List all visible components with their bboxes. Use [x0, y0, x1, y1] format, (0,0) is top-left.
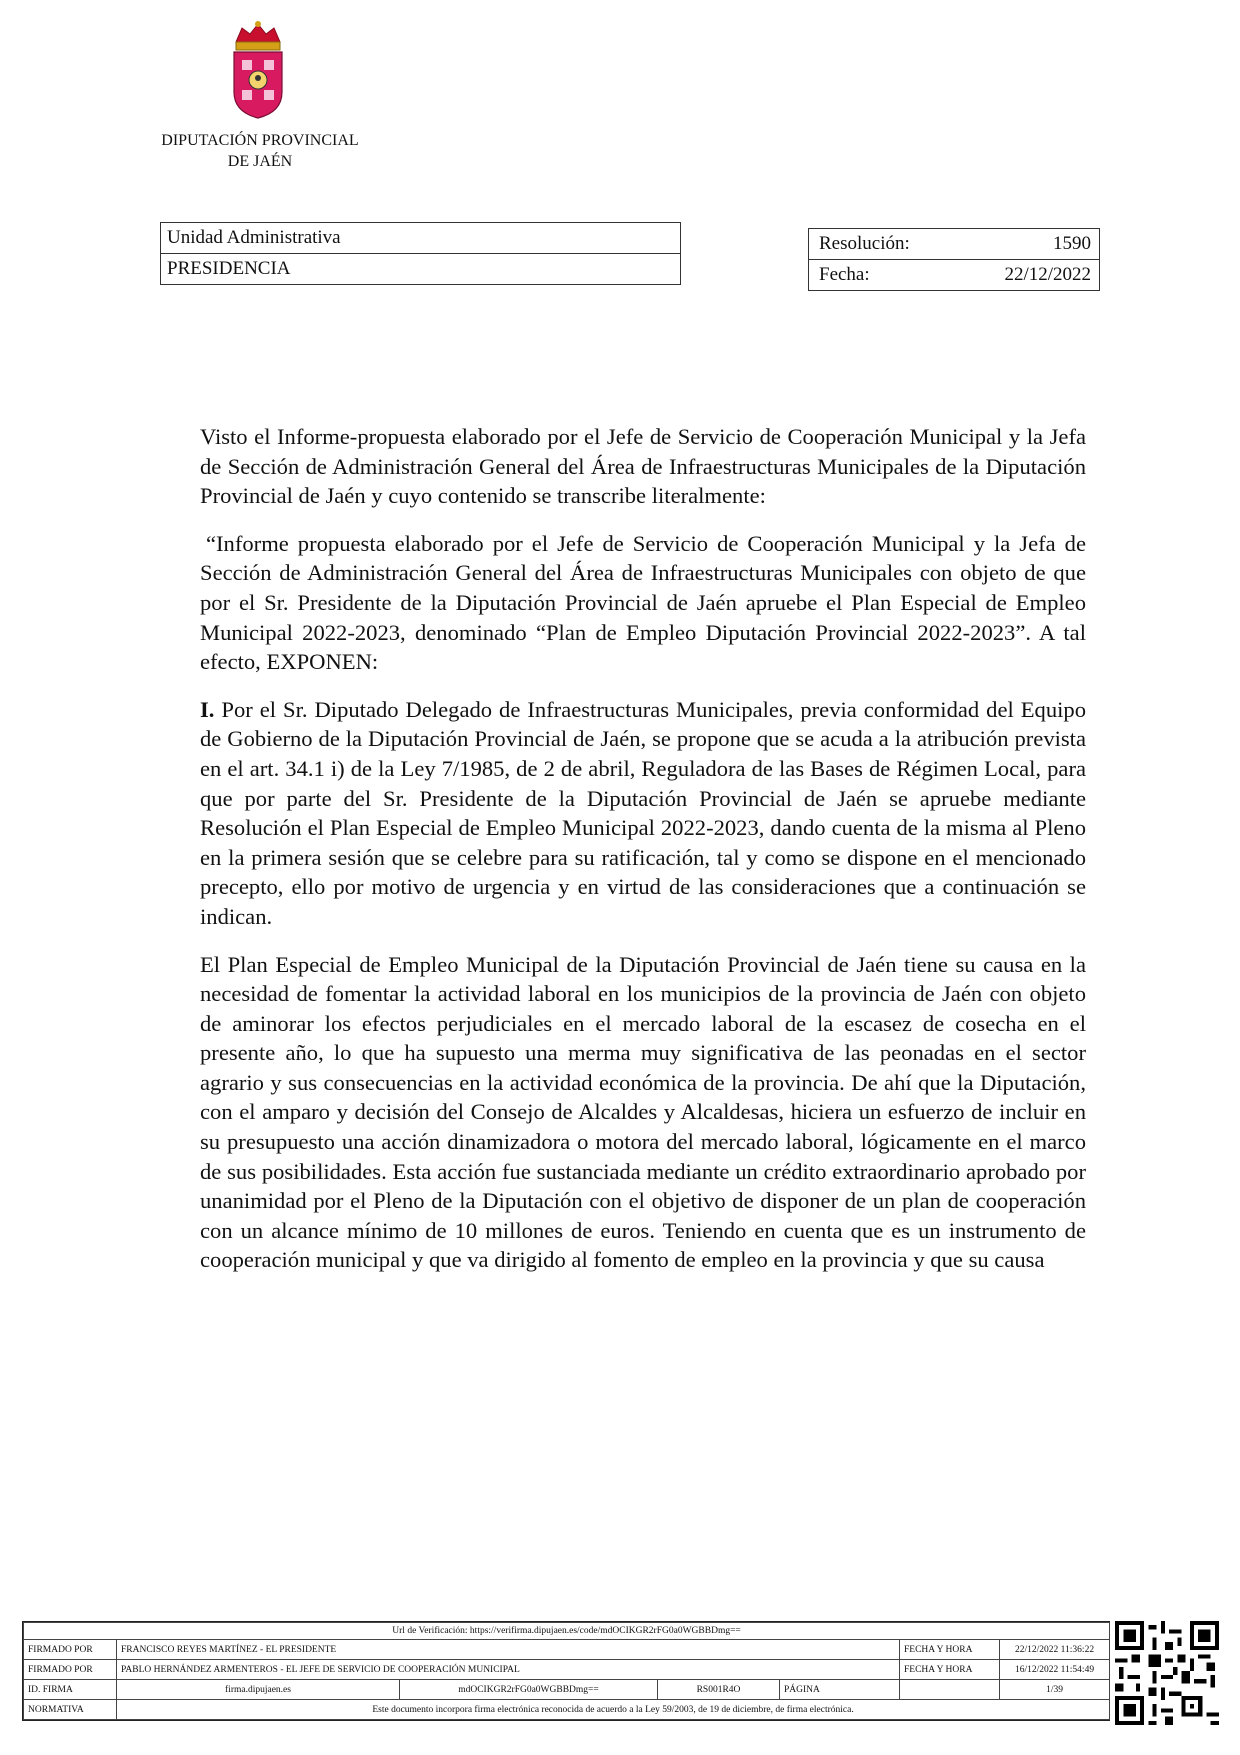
signer-1: FRANCISCO REYES MARTÍNEZ - EL PRESIDENTE	[117, 1640, 900, 1660]
date-row	[809, 259, 1099, 290]
datetime-2: 16/12/2022 11:54:49	[1000, 1660, 1110, 1680]
date-value: 22/12/2022	[1004, 264, 1091, 285]
org-line-1: DIPUTACIÓN PROVINCIAL	[161, 132, 359, 149]
qr-code[interactable]	[1115, 1621, 1219, 1725]
id-host: firma.dipujaen.es	[117, 1680, 400, 1700]
organization-name	[140, 130, 380, 172]
date-label: Fecha:	[819, 264, 870, 285]
norm-label: NORMATIVA	[24, 1700, 117, 1720]
datetime-label-1: FECHA Y HORA	[900, 1640, 1000, 1660]
signed-by-label-2: FIRMADO POR	[24, 1660, 117, 1680]
unit-label: Unidad Administrativa	[167, 227, 341, 248]
paragraph-quote: “Informe propuesta elaborado por el Jefe de Servicio de Cooperación Municipal y la Jefa de Sección de Administración General del Área de Infraestructuras Municipales con objeto de que por el Sr. Presidente de la Diputación Provincial de Jaén apruebe el Plan Especial de Empleo Municipal 2022-2023, denominado “Plan de Empleo Diputación Provincial 2022-2023”. A tal efecto, EXPONEN:	[200, 530, 1086, 675]
resolution-label: Resolución:	[819, 233, 910, 254]
coat-of-arms-logo	[222, 20, 294, 120]
datetime-label-2: FECHA Y HORA	[900, 1660, 1000, 1680]
signed-by-label-1: FIRMADO POR	[24, 1640, 117, 1660]
section-i-text: Por el Sr. Diputado Delegado de Infraestructuras Municipales, previa conformidad del Equipo de Gobierno de la Diputación Provincial de Jaén, se propone que se acuda a la atribución prevista en el art. 34.1 i) de la Ley 7/1985, de 2 de abril, Reguladora de las Bases de Régimen Local, para que por parte del Sr. Presidente de la Diputación Provincial de Jaén se apruebe mediante Resolución el Plan Especial de Empleo Municipal 2022-2023, dando cuenta de la misma al Pleno en la primera sesión que se celebre para su ratificación, tal y como se dispone en el mencionado precepto, ello por motivo de urgencia y en virtud de las consideraciones que a continuación se indican.	[200, 696, 1086, 929]
id-label: ID. FIRMA	[24, 1680, 117, 1700]
org-line-2: DE JAÉN	[227, 153, 293, 170]
resolution-number: 1590	[1053, 233, 1091, 254]
verification-url[interactable]: Url de Verificación: https://verifirma.dipujaen.es/code/mdOCIKGR2rFG0a0WGBBDmg==	[24, 1623, 1110, 1640]
id-ref: RS001R4O	[658, 1680, 780, 1700]
page-value: 1/39	[1000, 1680, 1110, 1700]
paragraph-intro: Visto el Informe-propuesta elaborado por el Jefe de Servicio de Cooperación Municipal y la Jefa de Sección de Administración General del Área de Infraestructuras Municipales de la Diputación Provincial de Jaén y cuyo contenido se transcribe literalmente:	[200, 424, 1086, 509]
administrative-unit-box	[160, 222, 681, 285]
unit-value: PRESIDENCIA	[161, 253, 680, 284]
paragraph-section-i	[200, 695, 1086, 932]
resolution-row	[809, 229, 1099, 259]
page-label: PÁGINA	[780, 1680, 900, 1700]
paragraph-plan: El Plan Especial de Empleo Municipal de la Diputación Provincial de Jaén tiene su causa en la necesidad de fomentar la actividad laboral en los municipios de la provincia de Jaén con objeto de aminorar los efectos perjudiciales en el mercado laboral de la escasez de cosecha en el presente año, lo que ha supuesto una merma muy significativa de las peonadas en el sector agrario y sus consecuencias en la actividad económica de la provincia. De ahí que la Diputación, con el amparo y decisión del Consejo de Alcaldes y Alcaldesas, hiciera un esfuerzo de incluir en su presupuesto una acción dinamizadora o motora del mercado laboral, lógicamente en el marco de sus posibilidades. Esta acción fue sustanciada mediante un crédito extraordinario aprobado por unanimidad por el Pleno de la Diputación con el objetivo de disponer de un plan de cooperación con un alcance mínimo de 10 millones de euros. Teniendo en cuenta que es un instrumento de cooperación municipal y que va dirigido al fomento de empleo en la provincia y que su causa	[200, 951, 1086, 1273]
resolution-box	[808, 228, 1100, 291]
signer-2: PABLO HERNÁNDEZ ARMENTEROS - EL JEFE DE SERVICIO DE COOPERACIÓN MUNICIPAL	[117, 1660, 900, 1680]
document-body	[200, 422, 1086, 1293]
section-marker: I.	[200, 696, 215, 722]
signature-footer	[22, 1621, 1110, 1721]
datetime-1: 22/12/2022 11:36:22	[1000, 1640, 1110, 1660]
id-code: mdOCIKGR2rFG0a0WGBBDmg==	[400, 1680, 658, 1700]
norm-text: Este documento incorpora firma electrónica reconocida de acuerdo a la Ley 59/2003, de 19 de diciembre, de firma electrónica.	[117, 1700, 1110, 1720]
